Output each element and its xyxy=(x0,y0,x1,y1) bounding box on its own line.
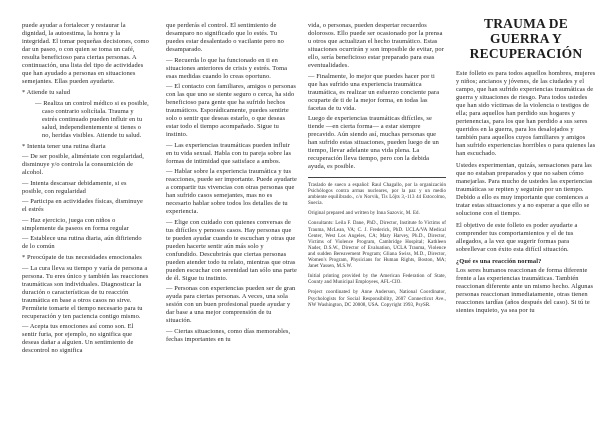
dash-item: — Realiza un control médico si es posible, caso contrario solicítala. Trauma y estrés continuado pueden influir en tu salud, independientemente si tienes o no, heridas visibles. Atiende tu salud. xyxy=(35,99,149,139)
dash-item: — Recuerda lo que ha funcionado en ti en situaciones anteriores de crisis y estrés. Toma esas medidas cuando lo creas oportuno. xyxy=(166,56,288,80)
paragraph: vida, o personas, pueden despertar recuerdos dolorosos. Ello puede ser ocasionado por la prensa u otros que actualizan el hecho traumático. Estas situaciones ocurrirán y son imposible de evitar, por ello, sería beneficioso estar preparado para esas eventualidades. xyxy=(308,22,444,69)
paragraph: Luego de experiencias traumáticas difíciles, se tiende —en cierta forma— a estar siempre precavido. Aún siendo así, muchas personas que han sufrido estas situaciones, pueden luego de un tiempo, llevar adelante una vida plena. La recuperación lleva tiempo, pero con la debida ayuda, es posible. xyxy=(308,115,439,170)
original-author-credit: Original prepared and written by Inna Sazovic, M. Ed. xyxy=(308,211,420,217)
pamphlet-title xyxy=(456,16,596,61)
column-4 xyxy=(456,16,596,319)
printing-credit: Initial printing provided by the American Federation of State, County and Municipal Employees, AFL-CIO. xyxy=(308,274,446,286)
dash-item: — Haz ejercicio, juega con niños o simplemente da paseos en forma regular xyxy=(22,216,129,232)
dash-item: — Las experiencias traumáticas pueden influir en tu vida sexual. Habla con tu pareja sobre las formas de intimidad que satisface a ambos. xyxy=(166,141,292,165)
section-heading: ¿Qué es una reacción normal? xyxy=(456,258,542,265)
dash-item: — Finalmente, lo mejor que puedes hacer por ti que has sufrido una experiencia traumática traumática, es realizar un esfuerzo conciente para ocuparte de ti de la mejor forma, en todas las facetas de tu vida. xyxy=(308,72,440,112)
bullet-item: * Atiende tu salud xyxy=(22,89,71,96)
title-line-3: RECUPERACIÓN xyxy=(469,46,583,61)
translation-credit: Traslado de sueco a español: Raul Chagallo, por la organización Psichólogos contra armas nucleares, por la paz y un medio ambiente equilibrado., c/o Norvik, Tis Löjts 3,-113 44 Estocolmo, Suecia. xyxy=(308,183,446,207)
dash-item: — Acepta tus emociones así como son. El sentir furia, por ejemplo, no significa que deseas dañar a alguien. Un sentimiento de descontrol no significa xyxy=(22,323,134,354)
paragraph: Ustedes experimentan, quizás, sensaciones para las que no estaban preparados y que no saben cómo manejarlas. Para mucho de ustedes las experiencias traumáticas se repiten y seguirán por un tiempo. Debido a ello es muy importante que comiences a tratar estas situaciones y a no esperar a que ello se solucione con el tiempo. xyxy=(456,162,593,217)
consultants-credit: Consultants: Leila F. Dane, PhD., Director, Institute fo Victims of Trauma, McLean, VA; C. J. Frederick, PhD. UCLA/VA Medical Center, West Los Angeles, CA; Mary Harvey, Ph.D., Director, Victims of Violence Program, Cambridge Hospital; Kathleen Nader, D.S.W., Director of Evaluation, UCLA Trauma, Violence and sudden Bereavement Program; Gliana Swiss, M.D., Director, Women's Program, Physicians for Human Rights, Boston, MA; Janet Yassen, M.S.W. xyxy=(308,221,446,270)
column-3 xyxy=(308,22,446,313)
dash-item: — Personas con experiencias pueden ser de gran ayuda para ciertas personas. A veces, una sola sesión con un buen profesional puede ayudar y dar base a una mejor comprensión de tu situación. xyxy=(166,285,296,324)
bullet-item: * Intenta tener una rutina diaria xyxy=(22,142,106,150)
paragraph: que perderás el control. El sentimiento de desamparo no significado que lo estés. Tu puedes estar desalentado o vacilante pero no desamparado. xyxy=(166,22,284,53)
dash-item: — Establece una rutina diaria, aún difiriendo de lo común xyxy=(22,235,142,250)
dash-item: — Participa en actividades físicas, disminuye el estrés xyxy=(22,198,143,213)
dash-item: — Elige con cuidado con quienes conversas de tus difíciles y penosos casos. Hay personas que te pueden ayudar cuando te escuchan y otras que pueden hacerte sentir aún más solo y confundido. Descubrirás que ciertas personas pueden atender todo tu relato, mientras que otras pueden escuchar con serenidad tan sólo una parte de él. Sigue tu instinto. xyxy=(166,218,297,282)
dash-item: — Hablar sobre la experiencia traumática y tus reacciones, puede ser importante. Puede ayudarte a compartir tus vivencias con otras personas que han sufrido casos semejantes, mas no es necesario hablar sobre todos los detalles de tu experiencia. xyxy=(166,168,297,215)
paragraph: El objetivo de este folleto es poder ayudarte a comprender tus comportamientos y el de tus allegados, a la vez que sugerir formas para sobrellevar con éxito esta difícil situación. xyxy=(456,222,578,253)
dash-item: — Intenta descansar debidamente, si es posible, con regularidad xyxy=(22,179,127,195)
dash-item: — La cura lleva su tiempo y varía de persona a persona. Tu eres único y también las reacciones traumáticas son individuales. Diagnosticar la duración o características de tu reacción traumática en base a otros casos no sirve. Permítete tomarte el tiempo necesario para tu recuperación y ten paciencia contigo mismo. xyxy=(22,264,149,320)
bullet-item: * Preocúpate de tus necesidades emocionales xyxy=(22,254,142,261)
dash-item: — De ser posible, aliméntate con regularidad, disminuye y/o controla la consumición de alcohol. xyxy=(22,153,144,176)
credits-fine-print xyxy=(308,183,446,309)
divider xyxy=(308,177,446,178)
title-line-1: TRAUMA DE xyxy=(484,16,568,31)
project-copyright-credit: Project coordinated by Anne Anderson, National Coordinator, Psychologists for Social Responsibility, 2607 Connecticut Ave., NW Washington, DC 20008, USA. Copyright 1993, PsySR. xyxy=(308,290,446,308)
dash-item: — El contacto con familiares, amigos o personas con las que uno se siente seguro o cerca, ha sido beneficioso para gente que ha sufrido hechos traumáticos. Esporádicamente, puedes sentirte solo o sentir que deseas estarlo, o que deseas estar todo el tiempo acompañado. Sigue tu instinto. xyxy=(166,83,296,138)
column-2 xyxy=(166,22,297,346)
dash-item: — Ciertas situaciones, como días memorables, fechas importantes en tu xyxy=(166,327,291,343)
paragraph: Este folleto es para todos aquellos hombres, mujeres y niños; ancianos y jóvenes, de las ciudades y el campo, que han sufrido experiencias traumáticas de guerra y situaciones de riesgo. Para todos ustedes que han sido víctimas de la violencia o testigos de ella; para aquellos han perdido sus hogares y pertenencias, para los que han perdido a sus seres queridos en la guerra, para los desalojados y también para aquellos cuyos familiares y amigos han sufrido experiencias horribles o para quienes las han escuchado. xyxy=(456,70,596,157)
paragraph: puede ayudar a fortalecer y restaurar la dignidad, la autoestima, la honra y la integridad. El tomar pequeñas decisiones, como dar un paseo, o con quien se toma un café, resulta beneficioso para ciertas personas. A continuación, una lista del tipo de actividades que han ayudado a personas en situaciones semejantes. Ellas pueden ayudarte. xyxy=(22,22,149,85)
title-line-2: GUERRA Y xyxy=(490,31,562,46)
paragraph: Los seres humanos reaccionan de forma diferente frente a las experiencias traumáticas. También reaccionan diferente ante un mismo hecho. Algunas personas reaccionan inmediatamente, otras tienen reacciones tardías (años después del caso). Si tú te sientes inquieto, ya sea por tu xyxy=(456,267,594,314)
column-1 xyxy=(22,22,149,358)
